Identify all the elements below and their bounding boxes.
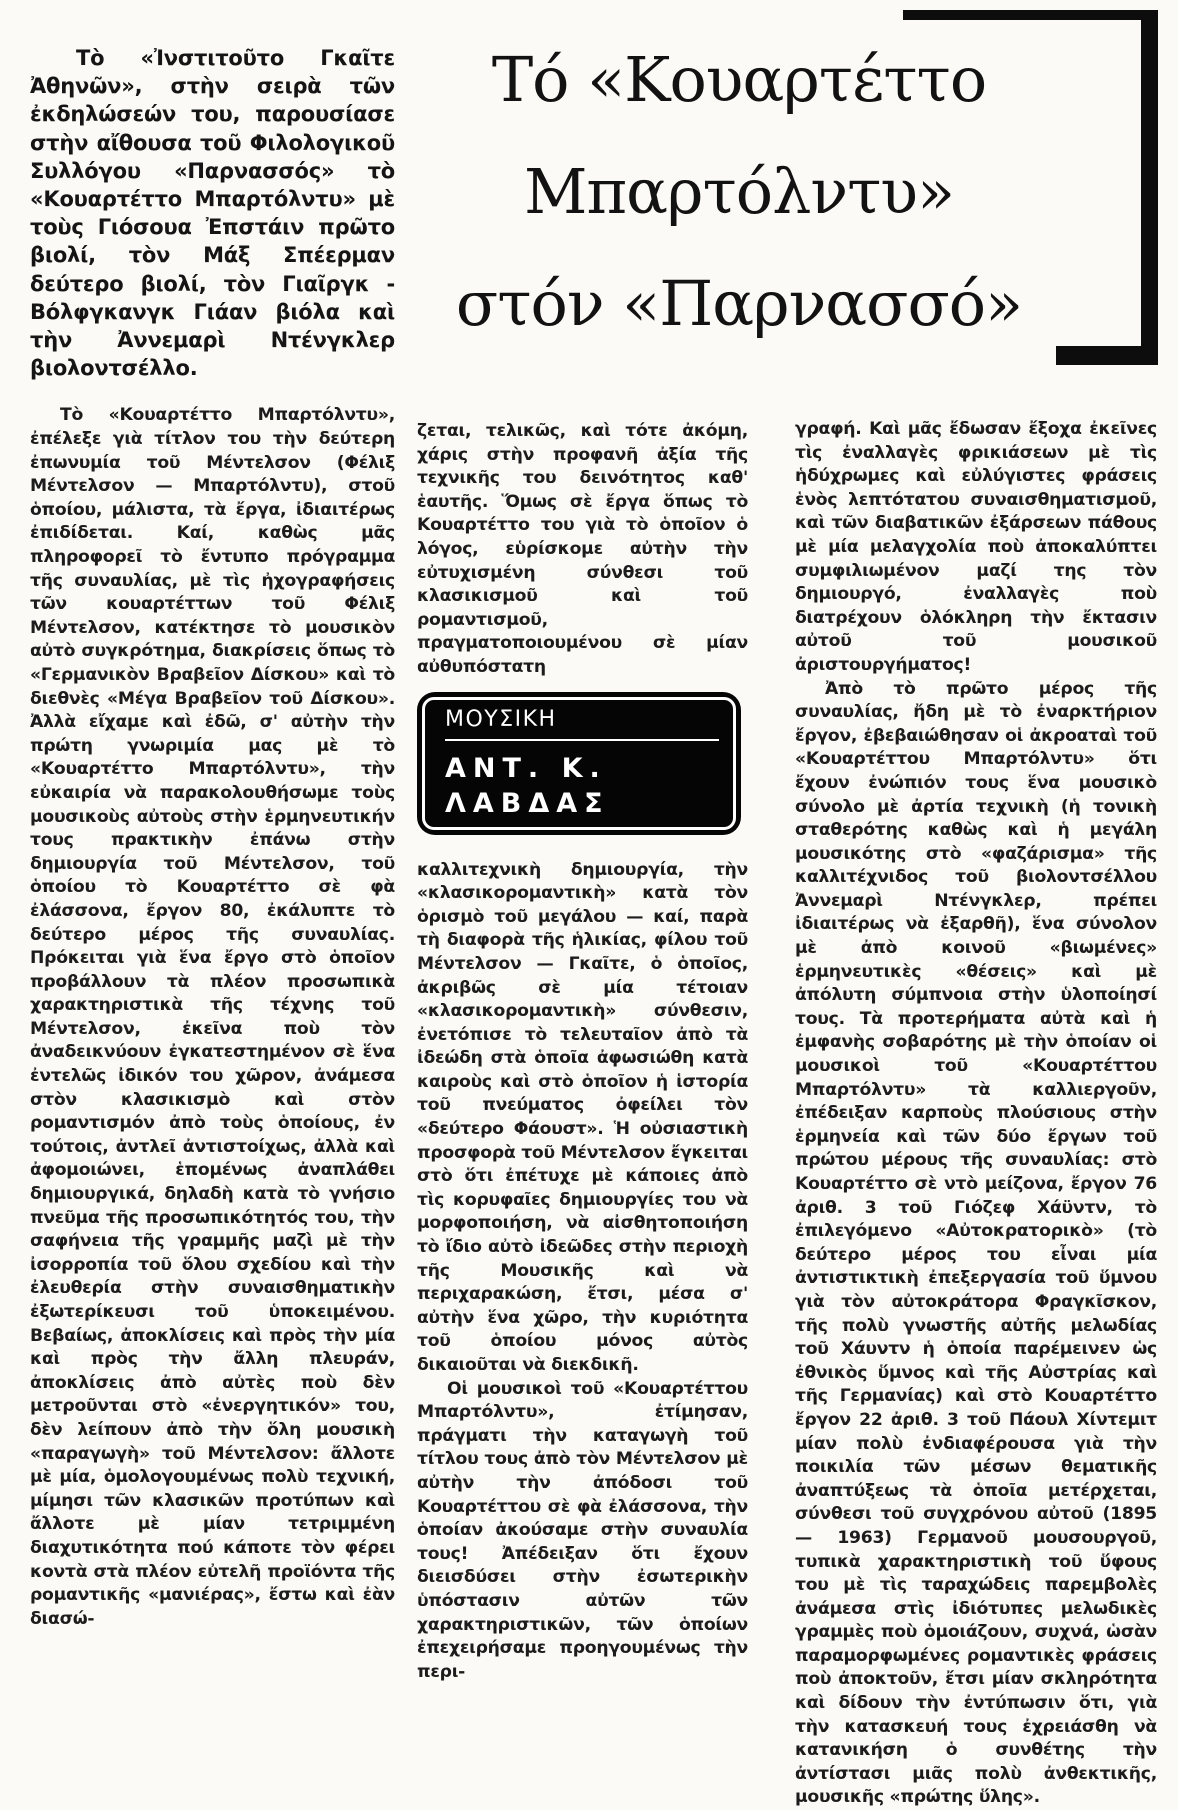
music-section-label: ΜΟΥΣΙΚΗ bbox=[445, 706, 557, 732]
lead-paragraph: Τὸ «Ἰνστιτοῦτο Γκαῖτε Ἀθηνῶν», στὴν σειρὰ τῶν ἐκδηλώσεών του, παρουσίασε στὴν αἴθουσα τοῦ Φιλολογικοῦ Συλλόγου «Παρνασσός» τὸ «Κουαρτέττο Μπαρτόλντυ» μὲ τοὺς Γιόσουα Ἐπστάιν πρῶτο βιολί, τὸν Μάξ Σπέερμαν δεύτερο βιολί, τὸν Γιαῖργκ - Βόλφγκανγκ Γιάαν βιόλα καὶ τὴν Ἀννεμαρὶ Ντένγκλερ βιολοντσέλλο. bbox=[30, 46, 395, 381]
music-section-box bbox=[417, 692, 741, 835]
column-left bbox=[30, 44, 395, 1631]
article-headline bbox=[425, 24, 1053, 360]
body-paragraph-right-first: γραφή. Καὶ μᾶς ἔδωσαν ἔξοχα ἐκεῖνες τὶς ἐναλλαγὲς φρικιάσεων μὲ τὶς ἡδύχρωμες καὶ εὐλύγιστες φράσεις ἑνὸς λεπτότατου συναισθηματισμοῦ, καὶ τῶν διαβατικῶν ἐξάρσεων πάθους μὲ μία μελαγχολία ποὺ ἀποκαλύπτει συμφιλιωμένον μαζί της τὸν δημιουργό, ἐναλλαγὲς ποὺ διατρέχουν ὁλόκληρη τὴν ἔκτασιν αὐτοῦ τοῦ μουσικοῦ ἀριστουργήματος! bbox=[795, 419, 1157, 675]
headline-block bbox=[425, 10, 1158, 378]
column-right bbox=[795, 418, 1157, 1810]
column-middle bbox=[417, 420, 748, 1684]
headline-frame-right-bar bbox=[1141, 10, 1158, 365]
body-paragraph-middle-after-box: καλλιτεχνικὴ δημιουργία, τὴν «κλασικορομαντικὴ» κατὰ τὸν ὁρισμὸ τοῦ μεγάλου — καί, παρὰ τὴ διαφορὰ τῆς ἡλικίας, φίλου τοῦ Μέντελσον — Γκαῖτε, ὁ ὁποῖος, ἀκριβῶς σὲ μία τέτοιαν «κλασικορομαντικὴ» σύνθεσιν, ἐνετόπισε τὸ τελευταῖον ἀπὸ τὰ ἰδεώδη στὰ ὁποῖα ἀφωσιώθη κατὰ καιροὺς καὶ στὸ ὁποῖον ἡ ἱστορία τοῦ πνεύματος ὀφείλει τὸν «δεύτερο Φάουστ». Ἡ οὐσιαστικὴ προσφορὰ τοῦ Μέντελσον ἔγκειται στὸ ὅτι ἐπέτυχε μὲ κάποιες ἀπὸ τὶς κορυφαῖες δημιουργίες του νὰ μορφοποιήση, νὰ αἰσθητοποιήση τὸ ἴδιο αὐτὸ ἰδεῶδες στὴν περιοχὴ τῆς Μουσικῆς καὶ νὰ περιχαρακώση, ἔτσι, μέσα σ' αὐτὴν ἕνα χῶρο, τὴν κυριότητα τοῦ ὁποίου μόνος αὐτὸς δικαιοῦται νὰ διεκδικῆ. bbox=[417, 859, 748, 1375]
music-box-content bbox=[417, 692, 741, 835]
headline-frame-bottom-stub bbox=[1056, 346, 1158, 365]
author-name-line-2: ΛΑΒΔΑΣ bbox=[445, 787, 610, 819]
body-paragraph-middle-before-box: ζεται, τελικῶς, καὶ τότε ἀκόμη, χάρις στὴν προφανῆ ἀξία τῆς τεχνικῆς του δεινότητος καθ' ἑαυτῆς. Ὅμως σὲ ἔργα ὅπως τὸ Κουαρτέττο του γιὰ τὸ ὁποῖον ὁ λόγος, εὑρίσκομε αὐτὴν τὴν εὐτυχισμένη σύνθεσι τοῦ κλασικισμοῦ καὶ τοῦ ρομαντισμοῦ, πραγματοποιουμένου σὲ μίαν αὐθυπόστατη bbox=[417, 421, 748, 677]
headline-line-1: Τό «Κουαρτέττο bbox=[491, 43, 987, 116]
headline-frame-top-bar bbox=[903, 10, 1158, 20]
headline-line-2: Μπαρτόλντυ» bbox=[523, 155, 955, 228]
author-name-line-1: ΑΝΤ. Κ. bbox=[445, 752, 607, 784]
headline-line-3: στόν «Παρνασσό» bbox=[455, 267, 1023, 340]
music-box-divider bbox=[445, 739, 719, 741]
body-paragraph-middle-second: Οἱ μουσικοὶ τοῦ «Κουαρτέττου Μπαρτόλντυ», ἐτίμησαν, πράγματι τὴν καταγωγὴ τοῦ τίτλου τους ἀπὸ τὸν Μέντελσον μὲ αὐτὴν τὴν ἀπόδοσι τοῦ Κουαρτέττου σὲ φὰ ἐλάσσονα, τὴν ὁποίαν ἀκούσαμε στὴν συναυλία τους! Ἀπέδειξαν ὅτι ἔχουν διεισδύσει στὴν ἐσωτερικὴν ὑπόστασιν αὐτῶν τῶν χαρακτηριστικῶν, τῶν ὁποίων ἐπεχειρήσαμε προηγουμένως τὴν περι- bbox=[417, 1378, 748, 1682]
body-paragraph-right-second: Ἀπὸ τὸ πρῶτο μέρος τῆς συναυλίας, ἤδη μὲ τὸ ἐναρκτήριον ἔργον, ἐβεβαιώθησαν οἱ ἀκροαταὶ τοῦ «Κουαρτέττου Μπαρτόλντυ» ὅτι ἔχουν ἐνώπιόν τους ἕνα μουσικὸ σύνολο μὲ ἀρτία τεχνικὴ (ἡ τονικὴ σταθερότης καθὼς καὶ ἡ μεγάλη μουσικότης στὸ «φαζάρισμα» τῆς καλλιτέχνιδος τοῦ βιολοντσέλλου Ἀννεμαρὶ Ντένγκλερ, πρέπει ἰδιαιτέρως νὰ ἐξαρθῆ), ἕνα σύνολον μὲ ἀπὸ κοινοῦ «βιωμένες» ἑρμηνευτικὲς «θέσεις» καὶ μὲ ἀπόλυτη σύμπνοια στὴν ὑλοποίησί τους. Τὰ προτερήματα αὐτὰ καὶ ἡ ἐμφανὴς σοβαρότης μὲ τὴν ὁποίαν οἱ μουσικοὶ τοῦ «Κουαρτέττου Μπαρτόλντυ» τὰ καλλιεργοῦν, ἐπέδειξαν καρποὺς πλούσιους στὴν ἑρμηνεία καὶ τῶν δύο ἔργων τοῦ πρώτου μέρους τῆς συναυλίας: στὸ Κουαρτέττο σὲ ντὸ μείζονα, ἔργον 76 ἀριθ. 3 τοῦ Γιόζεφ Χάϋντν, τὸ ἐπιλεγόμενο «Αὐτοκρατορικὸ» (τὸ δεύτερο μέρος του εἶναι μία ἀντιστικτικὴ ἐπεξεργασία τοῦ ὕμνου γιὰ τὸν αὐτοκράτορα Φραγκῖσκον, τῆς πολὺ γνωστῆς αὐτῆς μελωδίας τοῦ Χάυντν ἡ ὁποία παρέμεινεν ὡς ἐθνικὸς ὕμνος καὶ τῆς Αὐστρίας καὶ τῆς Γερμανίας) καὶ στὸ Κουαρτέττο ἔργον 22 ἀριθ. 3 τοῦ Πάουλ Χίντεμιτ μίαν πολὺ ἐνδιαφέρουσα γιὰ τὴν ποικιλία τῶν μέσων θεματικῆς ἀναπτύξεως τὰ ὁποῖα μετέρχεται, σύνθεσι τοῦ συγχρόνου αὐτοῦ (1895 — 1963) Γερμανοῦ μουσουργοῦ, τυπικὰ χαρακτηριστικὴ τοῦ ὕφους του μὲ τὶς ταραχώδεις παρεμβολὲς ἀνάμεσα στὶς ἰδιότυπες μελωδικὲς γραμμὲς ποὺ ὁμοιάζουν, συχνά, ὡσὰν παραμορφωμένες ρομαντικὲς φράσεις ποὺ ἀποκτοῦν, ἔτσι μίαν σκληρότητα καὶ δίδουν τὴν ἐντύπωσιν ὅτι, γιὰ τὴν κατασκευή τους ἐχρειάσθη νὰ κατανικήση ὁ συνθέτης τὴν ἀντίστασι μιᾶς πολὺ ἀνθεκτικῆς, μουσικῆς «πρώτης ὕλης». bbox=[795, 678, 1157, 1808]
body-paragraph-left: Τὸ «Κουαρτέττο Μπαρτόλντυ», ἐπέλεξε γιὰ τίτλον του τὴν δεύτερη ἐπωνυμία τοῦ Μέντελσον (Φέλιξ Μέντελσον — Μπαρτόλντυ), στοῦ ὁποίου, μάλιστα, τὰ ἔργα, ἰδιαιτέρως ἐπιδίδεται. Καί, καθὼς μᾶς πληροφορεῖ τὸ ἔντυπο πρόγραμμα τῆς συναυλίας, μὲ τὶς ἠχογραφήσεις τῶν κουαρτέττων τοῦ Φέλιξ Μέντελσον, κατέκτησε τὸ μουσικὸν αὐτὸ συγκρότημα, διακρίσεις ὅπως τὸ «Γερμανικὸν Βραβεῖον Δίσκου» καὶ τὸ διεθνὲς «Μέγα Βραβεῖον τοῦ Δίσκου». Ἀλλὰ εἴχαμε καὶ ἐδῶ, σ' αὐτὴν τὴν πρώτη γνωριμία μας μὲ τὸ «Κουαρτέττο Μπαρτόλντυ», τὴν εὐκαιρία νὰ παρακολουθήσωμε τοὺς μουσικοὺς αὐτοὺς στὴν ἑρμηνευτικήν τους πρακτικὴν ἐπάνω στὴν δημιουργία τοῦ Μέντελσον, τοῦ ὁποίου τὸ Κουαρτέττο σὲ φὰ ἐλάσσονα, ἔργον 80, ἐκάλυπτε τὸ δεύτερο μέρος τῆς συναυλίας. Πρόκειται γιὰ ἕνα ἔργο στὸ ὁποῖον προβάλλουν τὰ πλέον προσωπικὰ χαρακτηριστικὰ τῆς τέχνης τοῦ Μέντελσον, ἐκεῖνα ποὺ τὸν ἀναδεικνύουν ἐγκατεστημένον σὲ ἕνα ἐντελῶς ἰδικόν του χῶρον, ἀνάμεσα στὸν κλασικισμὸ καὶ στὸν ρομαντισμόν ἀπὸ τοὺς ὁποίους, ἐν τούτοις, ἀντλεῖ ἀντιστοίχως, ἀλλὰ καὶ ἀφομοιώνει, ἑπομένως ἀναπλάθει δημιουργικά, δηλαδὴ κατὰ τὸ γνήσιο πνεῦμα τῆς προσωπικότητός του, τὴν σαφήνεια τῆς γραμμῆς μαζὶ μὲ τὴν ἰσορροπία τοῦ ὅλου σχεδίου καὶ τὴν ἐλευθερία στὴν συναισθηματικὴν ἐξωτερίκευσι τοῦ ὑποκειμένου. Βεβαίως, ἀποκλίσεις καὶ πρὸς τὴν μία καὶ πρὸς τὴν ἄλλη πλευράν, ἀποκλίσεις ἀπὸ αὐτὲς ποὺ δὲν μετροῦνται στὸ «ἐνεργητικόν» του, δὲν λείπουν ἀπὸ τὴν ὅλη μουσικὴ «παραγωγὴ» τοῦ Μέντελσον: ἄλλοτε μὲ μία, ὁμολογουμένως πολὺ τεχνική, μίμησι τῶν κλασικῶν προτύπων καὶ ἄλλοτε μὲ μίαν τετριμμένη διαχυτικότητα πού κάποτε τὸν φέρει κοντὰ στὰ πλέον εὐτελῆ προϊόντα τῆς ρομαντικῆς «μανιέρας», ἔστω καὶ ἐὰν διασώ- bbox=[30, 405, 395, 1629]
